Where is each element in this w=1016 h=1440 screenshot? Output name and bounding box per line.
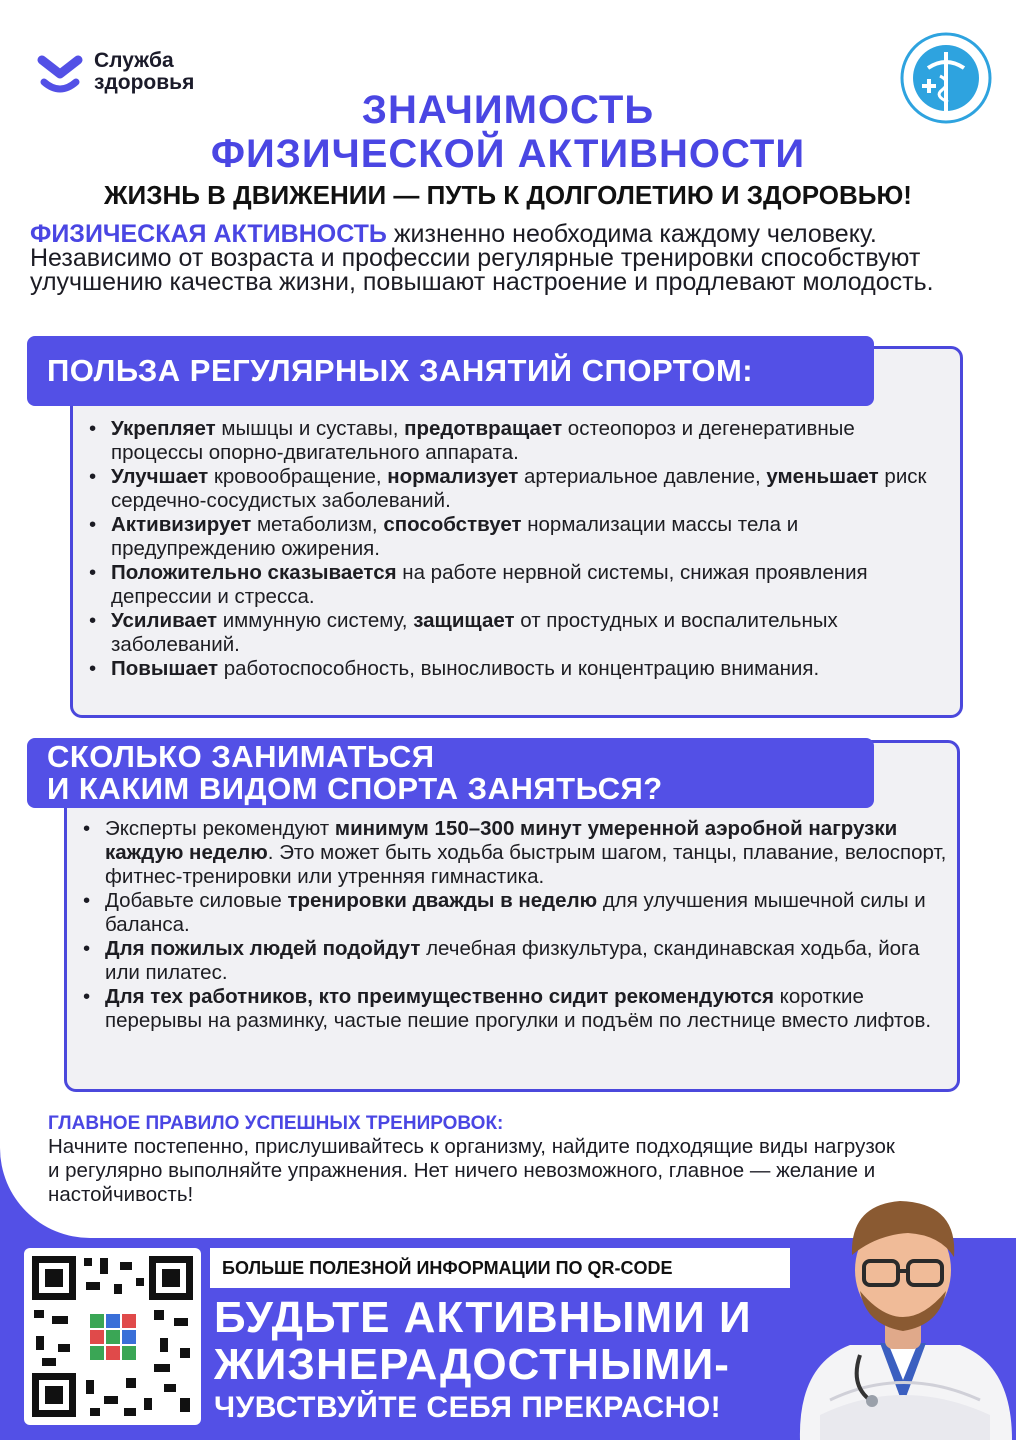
- more-info-banner: БОЛЬШЕ ПОЛЕЗНОЙ ИНФОРМАЦИИ ПО QR-CODE: [210, 1248, 790, 1288]
- benefits-list: [77, 417, 952, 681]
- rule-text: Начните постепенно, прислушивайтесь к организму, найдите подходящие виды нагрузок и регулярно выполняйте упражнения. Нет ничего невозможного, главное — желание и настойчивость!: [48, 1135, 895, 1206]
- list-item: • Активизирует метаболизм, способствует нормализации массы тела и предупреждению ожирения.: [77, 513, 952, 561]
- intro-paragraph: [30, 222, 970, 294]
- title-line-1: ЗНАЧИМОСТЬ: [361, 88, 655, 132]
- howmuch-heading: [27, 738, 874, 808]
- intro-text: жизненно необходима каждому человеку. Независимо от возраста и профессии регулярные тренировки способствуют улучшению качества жизни, повышают настроение и продлевают молодость.: [30, 220, 934, 296]
- slogan-line-1: БУДЬТЕ АКТИВНЫМИ И: [214, 1293, 752, 1342]
- logo-line-2: здоровья: [94, 71, 195, 94]
- title-line-2: ФИЗИЧЕСКОЙ АКТИВНОСТИ: [210, 132, 806, 176]
- intro-accent: ФИЗИЧЕСКАЯ АКТИВНОСТЬ: [30, 220, 387, 248]
- slogan: [214, 1294, 752, 1426]
- qr-code[interactable]: [24, 1248, 201, 1425]
- list-item: • Для тех работников, кто преимущественно сидит рекомендуются короткие перерывы на разминку, частые пешие прогулки и подъём по лестнице вместо лифтов.: [71, 985, 951, 1033]
- list-item: • Положительно сказывается на работе нервной системы, снижая проявления депрессии и стресса.: [77, 561, 952, 609]
- list-item: • Эксперты рекомендуют минимум 150–300 минут умеренной аэробной нагрузки каждую неделю. Это может быть ходьба быстрым шагом, танцы, плавание, велоспорт, фитнес-тренировки или утренняя гимнастика.: [71, 817, 951, 889]
- list-item: • Повышает работоспособность, выносливость и концентрацию внимания.: [77, 657, 952, 681]
- page-title: [0, 88, 1016, 176]
- list-item: • Улучшает кровообращение, нормализует артериальное давление, уменьшает риск сердечно-сосудистых заболеваний.: [77, 465, 952, 513]
- rule-title: ГЛАВНОЕ ПРАВИЛО УСПЕШНЫХ ТРЕНИРОВОК:: [48, 1113, 504, 1134]
- slogan-line-2: ЖИЗНЕРАДОСТНЫМИ-: [214, 1340, 730, 1389]
- list-item: • Усиливает иммунную систему, защищает от простудных и воспалительных заболеваний.: [77, 609, 952, 657]
- list-item: • Для пожилых людей подойдут лечебная физкультура, скандинавская ходьба, йога или пилатес.: [71, 937, 951, 985]
- list-item: • Добавьте силовые тренировки дважды в неделю для улучшения мышечной силы и баланса.: [71, 889, 951, 937]
- howmuch-heading-line-1: СКОЛЬКО ЗАНИМАТЬСЯ: [47, 739, 435, 774]
- howmuch-heading-line-2: И КАКИМ ВИДОМ СПОРТА ЗАНЯТЬСЯ?: [47, 771, 663, 806]
- logo-line-1: Служба: [94, 49, 174, 72]
- doctor-illustration: [790, 1165, 1016, 1440]
- howmuch-list: [71, 817, 951, 1033]
- main-rule: [48, 1113, 908, 1207]
- slogan-line-3: ЧУВСТВУЙТЕ СЕБЯ ПРЕКРАСНО!: [214, 1391, 722, 1424]
- qr-code-icon: [24, 1248, 201, 1425]
- page-subtitle: ЖИЗНЬ В ДВИЖЕНИИ — ПУТЬ К ДОЛГОЛЕТИЮ И ЗДОРОВЬЮ!: [104, 180, 912, 210]
- list-item: • Укрепляет мышцы и суставы, предотвращает остеопороз и дегенеративные процессы опорно-двигательного аппарата.: [77, 417, 952, 465]
- benefits-heading: ПОЛЬЗА РЕГУЛЯРНЫХ ЗАНЯТИЙ СПОРТОМ:: [27, 336, 874, 406]
